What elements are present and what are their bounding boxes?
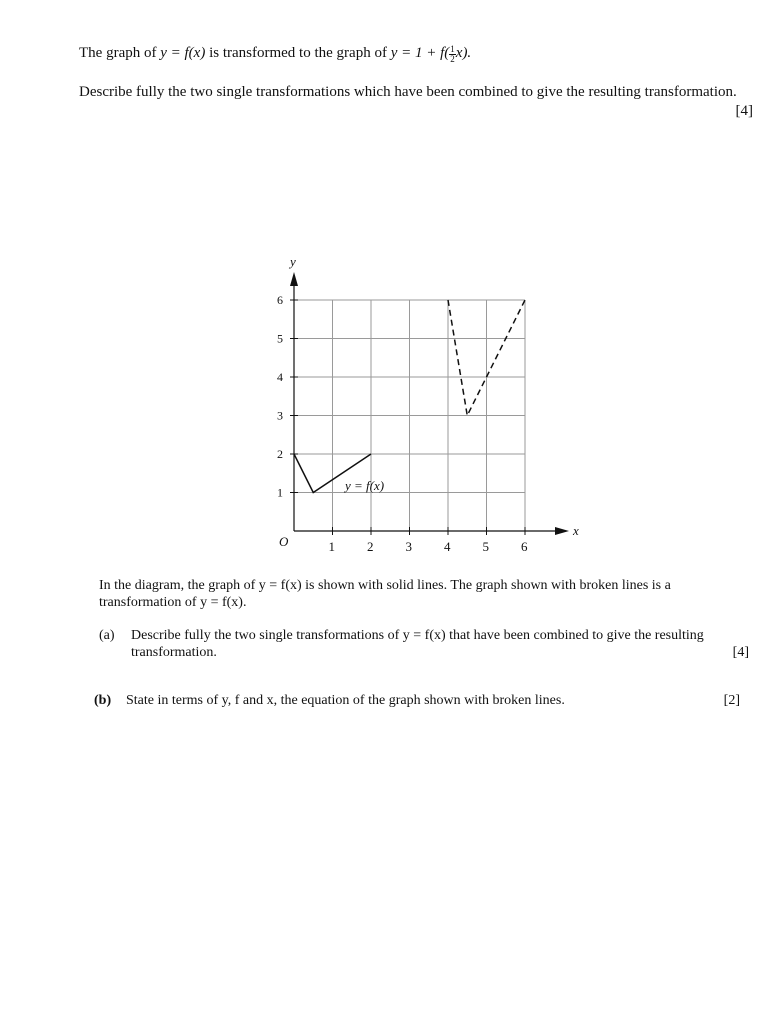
part-b-text: State in terms of y, f and x, the equation of the graph shown with broken lines.: [126, 693, 565, 708]
x-tick-label: 3: [405, 539, 412, 554]
fraction: $\frac{1}{2}$: [450, 44, 455, 64]
grid: [294, 300, 525, 531]
part-a-label: (a): [99, 628, 115, 643]
y-tick-label: 1: [277, 485, 283, 500]
x-tick-label: 1: [328, 539, 335, 554]
part-a-text-block: [131, 627, 749, 661]
part-a-text: Describe fully the two single transformations of y = f(x) that have been combined to give the resulting transformation.: [131, 628, 704, 660]
axes: [279, 254, 579, 549]
question-2-intro: In the diagram, the graph of y = f(x) is shown with solid lines. The graph shown with broken lines is a transformation of y = f(x).: [99, 578, 671, 610]
y-axis-arrow: [290, 272, 298, 286]
x-axis-label: x: [573, 523, 579, 538]
curve-label: y = f(x): [345, 478, 385, 493]
question-1: [79, 44, 753, 121]
question-1-statement: The graph of y = f(x) is transformed to the graph of y = 1 + f( $\frac{1}{2}$ x).: [79, 44, 472, 64]
transformation-graph: [272, 254, 582, 562]
y-tick-label: 2: [277, 447, 283, 461]
question-2: [99, 577, 750, 611]
part-b-label: (b): [94, 693, 112, 708]
y-axis-label: y: [290, 254, 296, 269]
x-tick-label: 6: [521, 539, 528, 554]
tick-labels: [277, 293, 528, 554]
origin-label: O: [279, 534, 289, 549]
part-b-marks: [2]: [723, 693, 740, 708]
part-a-marks: [4]: [732, 645, 749, 660]
question-1-marks: [4]: [735, 103, 753, 119]
x-tick-label: 4: [444, 539, 451, 554]
x-tick-label: 2: [367, 539, 374, 554]
y-tick-label: 3: [277, 408, 283, 423]
question-1-instruction: Describe fully the two single transformations which have been combined to give the resulting transformation. [4]: [79, 84, 753, 119]
y-tick-label: 5: [277, 331, 283, 346]
y-tick-label: 4: [277, 370, 283, 384]
x-tick-label: 5: [482, 539, 489, 554]
x-axis-arrow: [555, 527, 569, 535]
y-tick-label: 6: [277, 293, 283, 307]
